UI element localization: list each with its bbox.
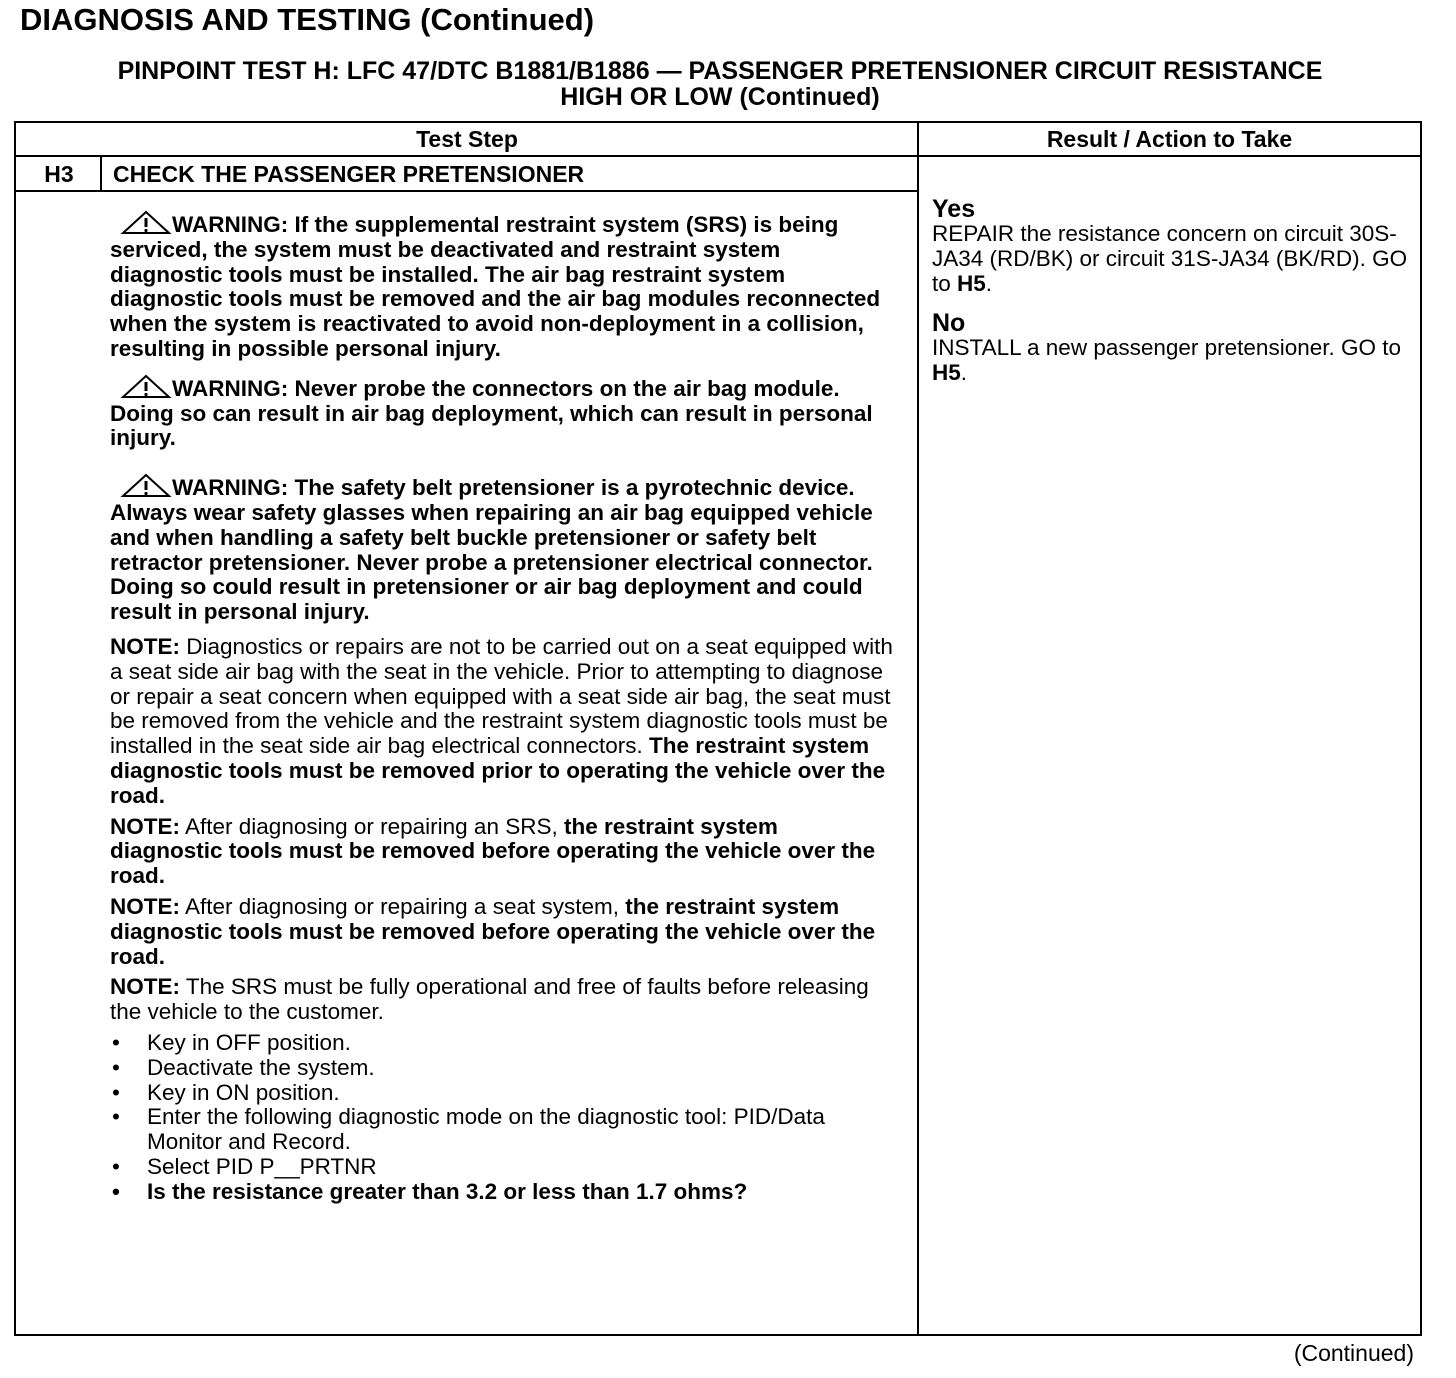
note-text-bold: the restraint system diagnostic tools must be removed before operating the vehicle over the road.: [110, 893, 876, 969]
column-divider: [917, 121, 919, 1336]
result-yes: [932, 196, 1412, 296]
note-label: NOTE:: [110, 813, 180, 839]
table-border-right: [1420, 121, 1422, 1336]
note-label: NOTE:: [110, 893, 180, 919]
continued-footer: (Continued): [1293, 1340, 1414, 1366]
table-border-left: [14, 121, 16, 1336]
result-yes-label: Yes: [932, 195, 976, 223]
note-text: The SRS must be fully operational and free of faults before releasing the vehicle to the customer.: [110, 974, 869, 1025]
result-no: [932, 310, 1412, 386]
result-no-action: INSTALL a new passenger pretensioner. GO to: [932, 335, 1402, 361]
list-item-question: • Is the resistance greater than 3.2 or less than 1.7 ohms?: [110, 1180, 895, 1205]
result-no-label: No: [932, 309, 966, 338]
table-border-bottom: [14, 1334, 1422, 1336]
warning-pyrotechnic: [110, 473, 895, 625]
test-title-line-1: PINPOINT TEST H: LFC 47/DTC B1881/B1886 — PASSENGER PRETENSIONER CIRCUIT RESISTANCE: [117, 57, 1323, 85]
result-action-body: [932, 196, 1412, 400]
result-yes-text: [932, 222, 1412, 296]
header-test-step: Test Step: [416, 126, 518, 152]
warning-srs-service: [110, 210, 895, 362]
note-text: After diagnosing or repairing a seat system,: [180, 893, 626, 919]
warning-triangle-icon: [110, 473, 172, 497]
goto-step-link[interactable]: H5: [957, 270, 986, 296]
note-text-bold: the restraint system diagnostic tools must be removed before operating the vehicle over the road.: [110, 813, 876, 889]
result-no-text: [932, 336, 1412, 386]
warning-probe-connectors: [110, 374, 895, 451]
step-title-divider: [14, 190, 918, 192]
note-after-srs: [110, 815, 895, 889]
note-label: NOTE:: [110, 633, 180, 659]
goto-step-link[interactable]: H5: [932, 360, 961, 386]
step-id: H3: [44, 161, 74, 187]
warning-text: WARNING: The safety belt pretensioner is a pyrotechnic device. Always wear safety glasses when repairing an air bag equipped vehicle and when handling a safety belt buckle pretensioner or safety belt retractor pretensioner. Never probe a pretensioner electrical connector. Doing so could result in pretensioner or air bag deployment and could result in personal injury.: [110, 475, 873, 625]
result-yes-action: REPAIR the resistance concern on circuit 30S-JA34 (RD/BK) or circuit 31S-JA34 (BK/RD). GO to: [932, 221, 1408, 296]
header-result-action: Result / Action to Take: [1046, 126, 1293, 152]
header-divider: [14, 155, 1422, 157]
note-after-seat-system: [110, 895, 895, 969]
note-label: NOTE:: [110, 974, 180, 1000]
warning-text: WARNING: If the supplemental restraint system (SRS) is being serviced, the system must be deactivated and restraint system diagnostic tools must be installed. The air bag restraint system diagnostic tools must be removed and the air bag modules reconnected when the system is reactivated to avoid non-deployment in a collision, resulting in possible personal injury.: [110, 212, 881, 361]
note-text-bold: The restraint system diagnostic tools must be removed prior to operating the vehicle over the road.: [110, 733, 886, 808]
result-yes-end: .: [985, 270, 993, 296]
note-seat-side-airbag: [110, 635, 895, 809]
test-step-body: [110, 200, 895, 1204]
list-item: • Deactivate the system.: [110, 1056, 895, 1081]
test-title-line-2: HIGH OR LOW (Continued): [560, 83, 880, 111]
list-item: • Select PID P__PRTNR: [110, 1155, 895, 1180]
list-item: • Enter the following diagnostic mode on the diagnostic tool: PID/Data Monitor and Record.: [110, 1105, 895, 1155]
warning-text: WARNING: Never probe the connectors on the air bag module. Doing so can result in air bag deployment, which can result in personal injury.: [110, 375, 873, 451]
warning-triangle-icon: [110, 374, 172, 398]
pinpoint-test-title: [20, 58, 1420, 110]
note-text: After diagnosing or repairing an SRS,: [180, 813, 564, 839]
warning-triangle-icon: [110, 210, 172, 234]
list-item: • Key in OFF position.: [110, 1031, 895, 1056]
page-heading: DIAGNOSIS AND TESTING (Continued): [20, 2, 595, 37]
result-no-end: .: [960, 360, 968, 386]
note-srs-operational: [110, 975, 895, 1025]
list-item: • Key in ON position.: [110, 1081, 895, 1106]
procedure-steps: [110, 1031, 895, 1205]
step-title: CHECK THE PASSENGER PRETENSIONER: [113, 161, 585, 187]
note-text: Diagnostics or repairs are not to be carried out on a seat equipped with a seat side air bag with the seat in the vehicle. Prior to attempting to diagnose or repair a seat concern when equipped with a seat side air bag, the seat must be removed from the vehicle and the restraint system diagnostic tools must be installed in the seat side air bag electrical connectors.: [110, 633, 893, 759]
